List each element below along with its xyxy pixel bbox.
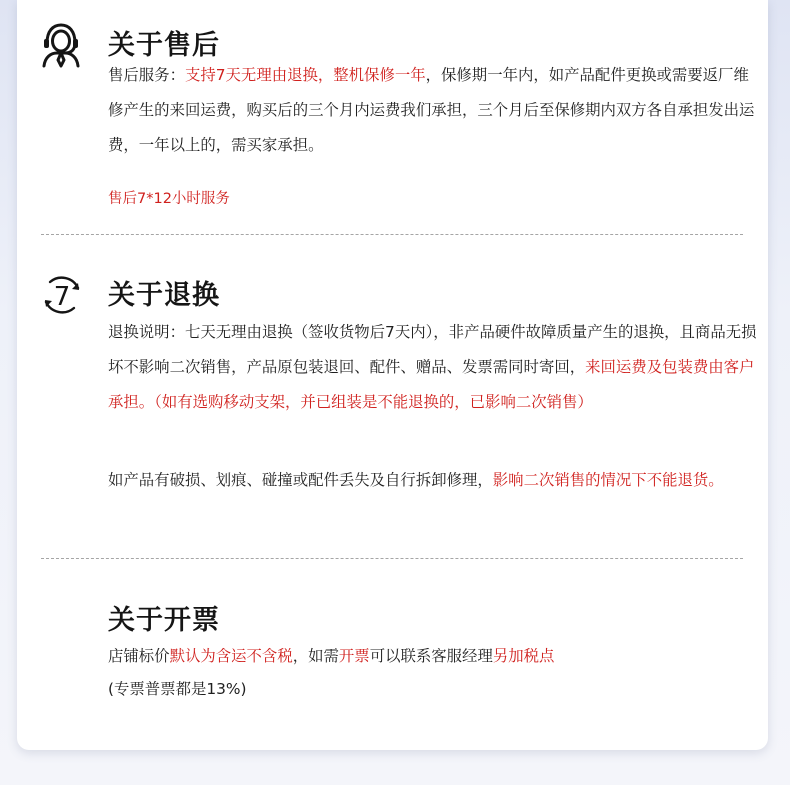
section-divider	[41, 234, 743, 235]
service-hours: 售后7*12小时服务	[108, 191, 230, 207]
damage-warning: 影响二次销售的情况下不能退货。	[492, 471, 724, 489]
invoice-title: 关于开票	[108, 605, 220, 636]
invoice-tax-rate: (专票普票都是13%)	[108, 680, 247, 698]
invoice-text-3: 可以联系客服经理	[369, 647, 493, 665]
after-sales-label: 售后服务：	[108, 66, 185, 84]
invoice-default-price-note: 默认为含运不含税	[169, 647, 293, 665]
invoice-description	[108, 639, 760, 674]
invoice-tax-note: 另加税点	[492, 647, 555, 665]
damage-policy	[108, 463, 760, 498]
seven-day-return-icon	[41, 274, 83, 316]
section-divider	[41, 558, 743, 559]
return-days-number: 7	[53, 282, 71, 312]
returns-description	[108, 315, 760, 420]
customer-service-icon	[41, 22, 81, 68]
after-sales-highlight: 支持7天无理由退换，整机保修一年	[184, 66, 426, 84]
invoice-keyword: 开票	[338, 647, 370, 665]
invoice-text-1: 店铺标价	[108, 647, 170, 665]
after-sales-description	[108, 58, 760, 163]
returns-warning: 来回运费及包装费由客户承担。（如有选购移动支架，并已组装是不能退换的，已影响二次销售）	[108, 358, 755, 411]
returns-title: 关于退换	[108, 280, 220, 311]
returns-text: 退换说明：七天无理由退换（签收货物后7天内），非产品硬件故障质量产生的退换，且商品无损坏不影响二次销售，产品原包装退回、配件、赠品、发票需同时寄回，	[108, 323, 757, 376]
damage-text: 如产品有破损、划痕、碰撞或配件丢失及自行拆卸修理，	[108, 471, 493, 489]
after-sales-title: 关于售后	[108, 30, 220, 61]
after-sales-body: ，保修期一年内，如产品配件更换或需要返厂维修产生的来回运费，购买后的三个月内运费我们承担，三个月后至保修期内双方各自承担发出运费，一年以上的，需买家承担。	[108, 66, 755, 154]
invoice-text-2: ，如需	[292, 647, 339, 665]
policy-card	[17, 0, 768, 750]
